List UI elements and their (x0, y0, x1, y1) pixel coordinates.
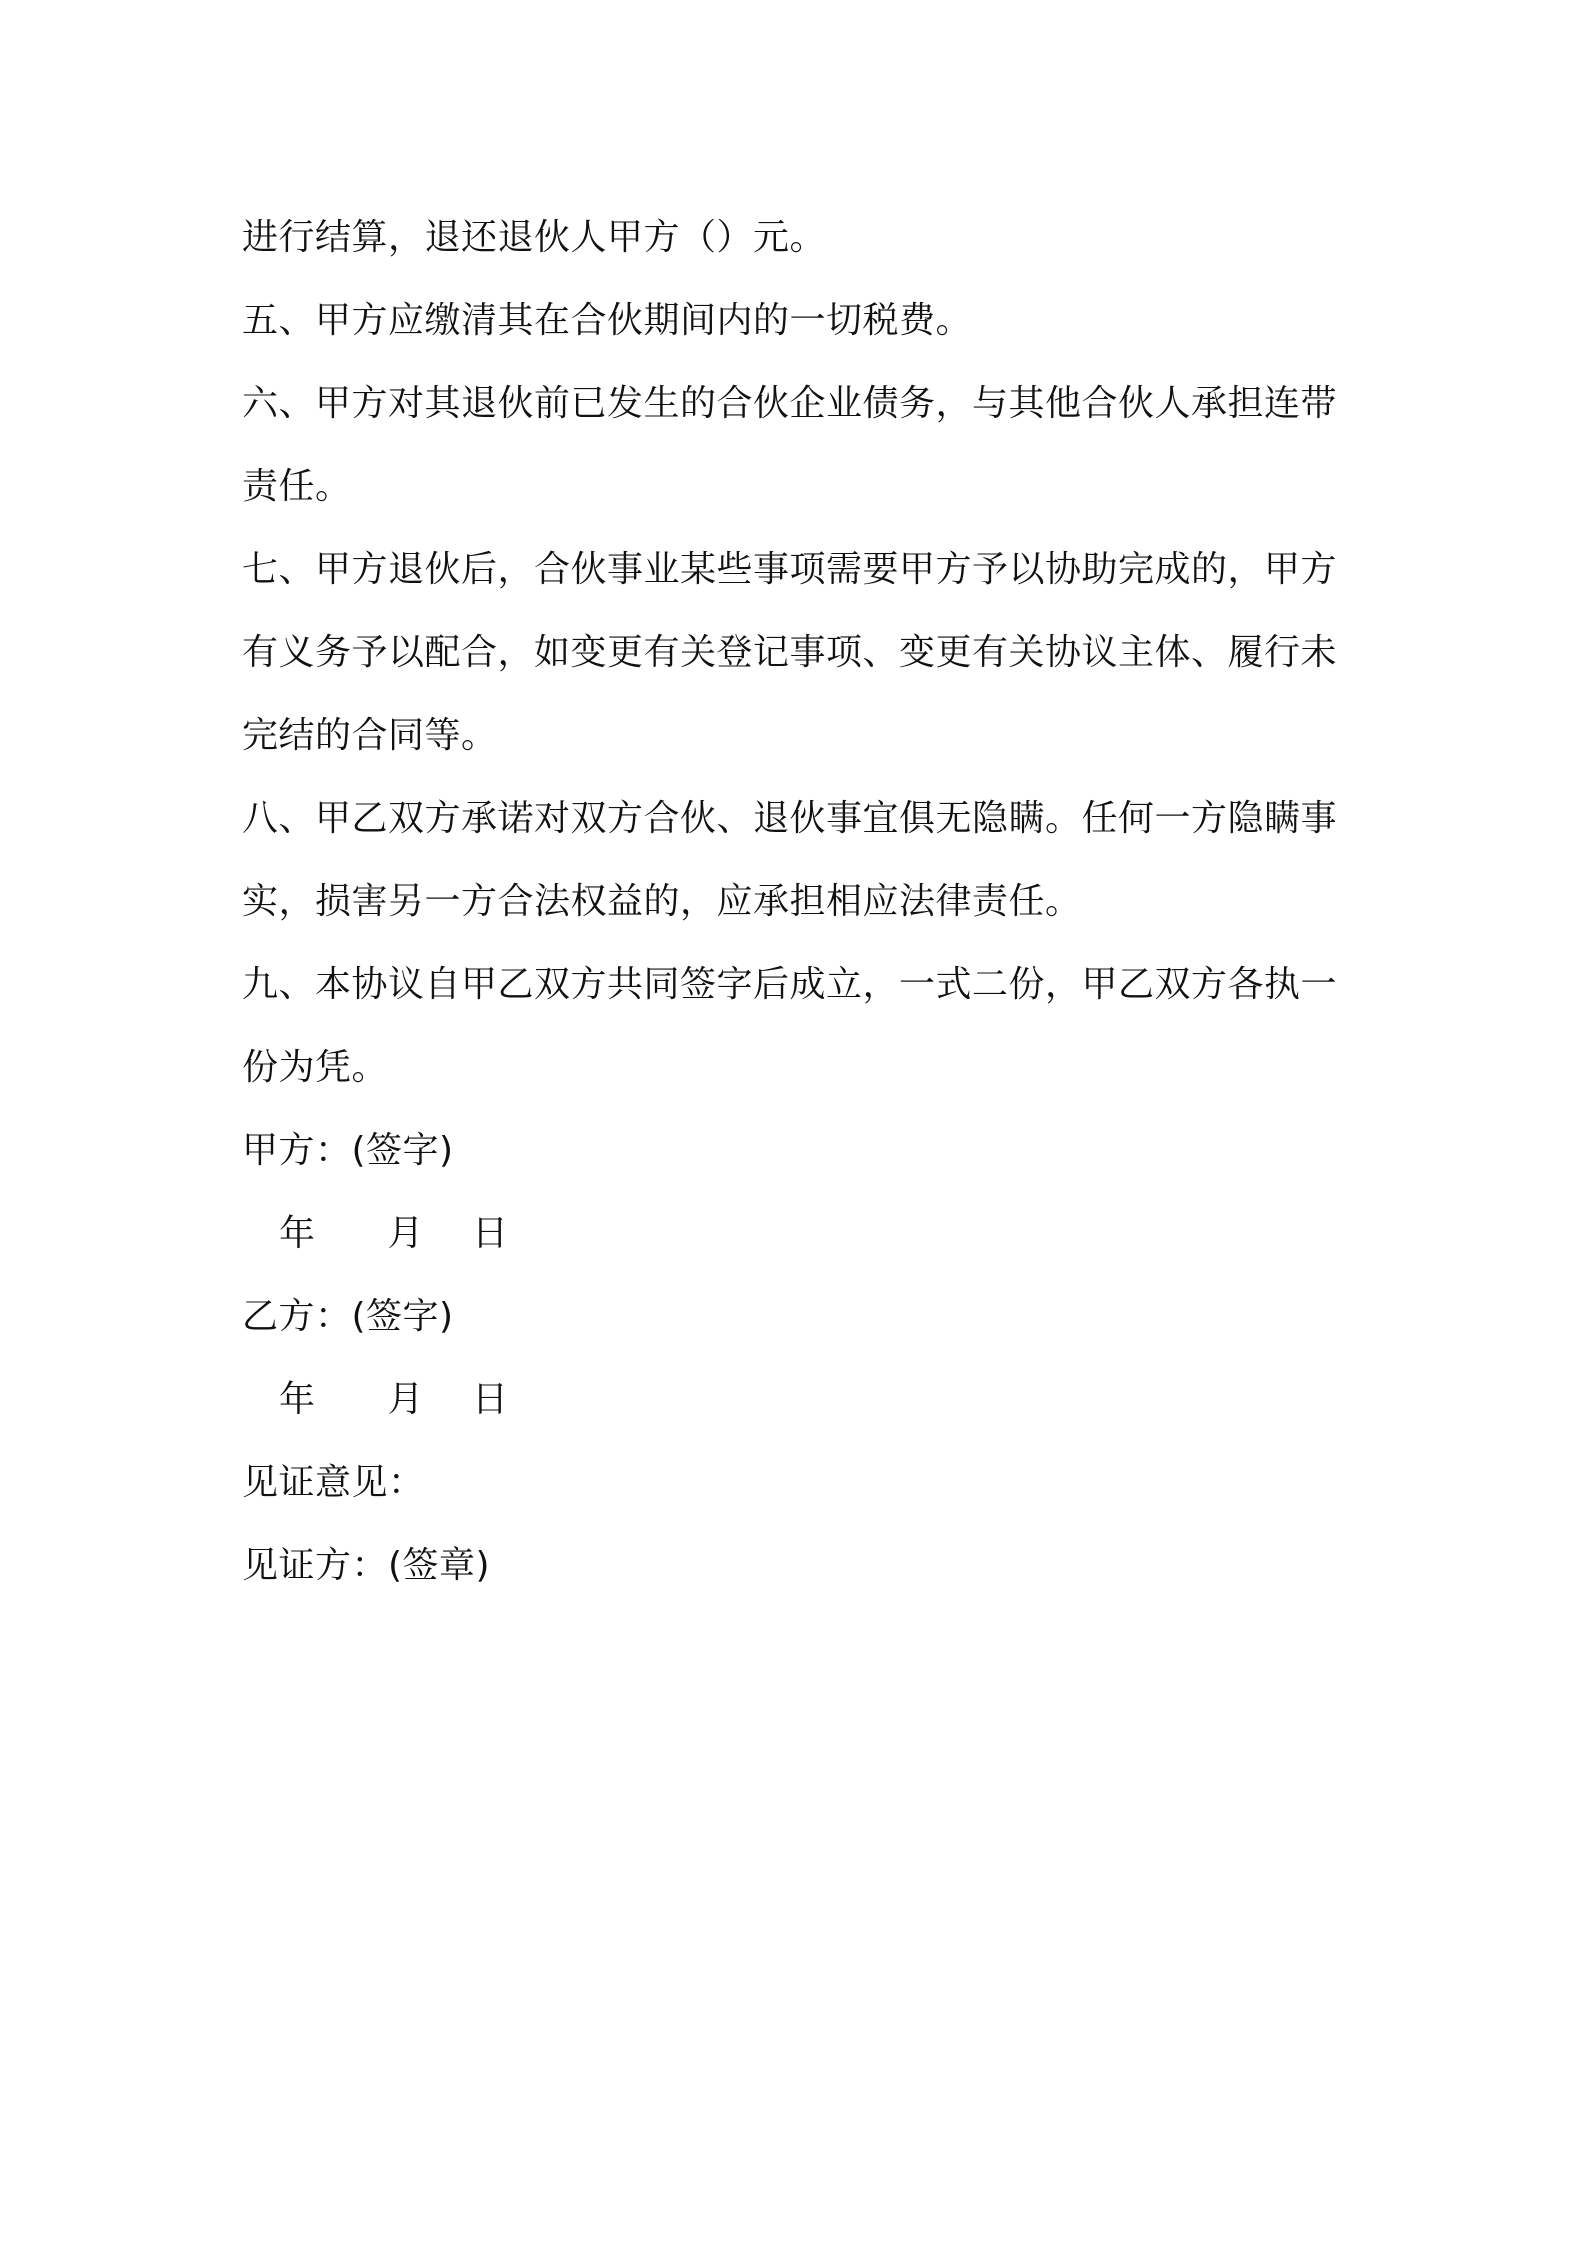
party-b-signature: 乙方：(签字) (242, 1296, 454, 1337)
clause-eight-cont: 实，损害另一方合法权益的，应承担相应法律责任。 (242, 881, 1082, 922)
clause-eight: 八、甲乙双方承诺对双方合伙、退伙事宜俱无隐瞒。任何一方隐瞒事 (242, 798, 1338, 839)
date-year: 年 (279, 1213, 316, 1254)
date-month: 月 (387, 1213, 424, 1254)
date-month: 月 (387, 1379, 424, 1420)
party-a-date (242, 1192, 1362, 1275)
party-b-date (242, 1358, 1362, 1441)
clause-seven: 七、甲方退伙后，合伙事业某些事项需要甲方予以协助完成的，甲方 (242, 549, 1338, 590)
date-year: 年 (279, 1379, 316, 1420)
clause-six-cont: 责任。 (242, 466, 352, 507)
witness-opinion: 见证意见： (242, 1462, 425, 1503)
clause-seven-cont: 有义务予以配合，如变更有关登记事项、变更有关协议主体、履行未 (242, 632, 1338, 673)
date-day: 日 (471, 1213, 509, 1254)
clause-nine-cont: 份为凭。 (242, 1047, 389, 1088)
clause-seven-cont: 完结的合同等。 (242, 715, 498, 756)
clause-six: 六、甲方对其退伙前已发生的合伙企业债务，与其他合伙人承担连带 (242, 383, 1338, 424)
document-body (242, 196, 1362, 1607)
date-day: 日 (471, 1379, 509, 1420)
party-a-signature: 甲方：(签字) (242, 1130, 454, 1171)
witness-signature: 见证方：(签章) (242, 1545, 491, 1586)
clause-line: 进行结算，退还退伙人甲方（）元。 (242, 217, 827, 258)
clause-five: 五、甲方应缴清其在合伙期间内的一切税费。 (242, 300, 973, 341)
clause-nine: 九、本协议自甲乙双方共同签字后成立，一式二份，甲乙双方各执一 (242, 964, 1338, 1005)
